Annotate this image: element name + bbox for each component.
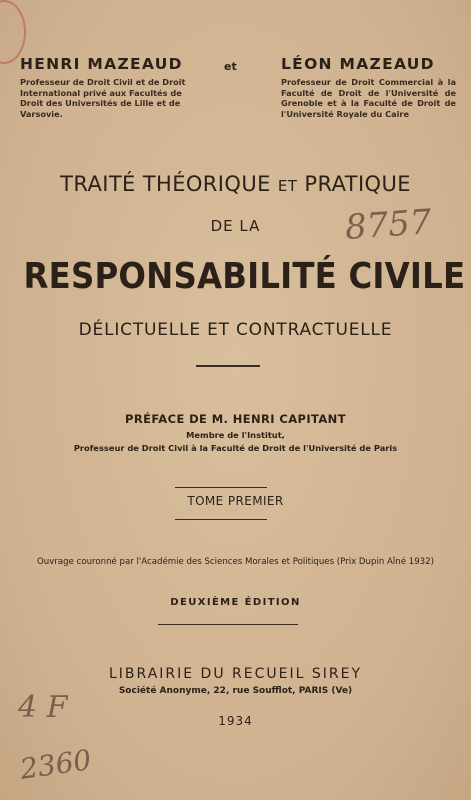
award-note: Ouvrage couronné par l'Académie des Sciences Morales et Politiques (Prix Dupin Aîné 1932)	[37, 557, 434, 567]
divider	[158, 624, 298, 625]
author-conjunction: et	[224, 60, 237, 73]
handwritten-catalog-number: 8757	[343, 202, 433, 248]
author-leon-mazeaud	[281, 55, 456, 119]
author-description: Professeur de Droit Commercial à la Faculté de Droit de l'Université de Grenoble et à la Faculté de Droit de l'Université Royale du Caire	[281, 77, 456, 119]
author-description: Professeur de Droit Civil et de Droit International privé aux Facultés de Droit des Universités de Lille et de Varsovie.	[20, 77, 186, 119]
publisher-name: LIBRAIRIE DU RECUEIL SIREY	[109, 666, 362, 682]
title-subtitle: DÉLICTUELLE ET CONTRACTUELLE	[78, 320, 393, 340]
author-name: HENRI MAZEAUD	[20, 55, 183, 73]
preface-line-2: Professeur de Droit Civil à la Faculté de Droit de l'Université de Paris	[73, 443, 398, 453]
title-part: TRAITÉ THÉORIQUE	[60, 172, 271, 196]
publication-year: 1934	[218, 714, 253, 728]
preface-heading: PRÉFACE DE M. HENRI CAPITANT	[125, 412, 346, 426]
title-line-2: DE LA	[210, 217, 261, 235]
edition-label: DEUXIÈME ÉDITION	[170, 597, 301, 608]
title-part: ET	[277, 177, 298, 195]
divider	[196, 365, 260, 367]
title-main: RESPONSABILITÉ CIVILE	[23, 256, 466, 297]
divider	[175, 519, 267, 520]
handwritten-margin-number: 2360	[18, 743, 94, 786]
divider	[175, 487, 267, 488]
title-part: PRATIQUE	[304, 172, 411, 196]
title-line-1	[0, 172, 471, 196]
author-name: LÉON MAZEAUD	[281, 55, 435, 73]
volume-label: TOME PREMIER	[187, 494, 284, 508]
preface-line-1: Membre de l'Institut,	[186, 430, 285, 440]
handwritten-margin-mark: 4 F	[18, 690, 68, 725]
publisher-address: Société Anonyme, 22, rue Soufflot, PARIS (Ve)	[118, 686, 353, 696]
author-henri-mazeaud	[20, 55, 200, 119]
